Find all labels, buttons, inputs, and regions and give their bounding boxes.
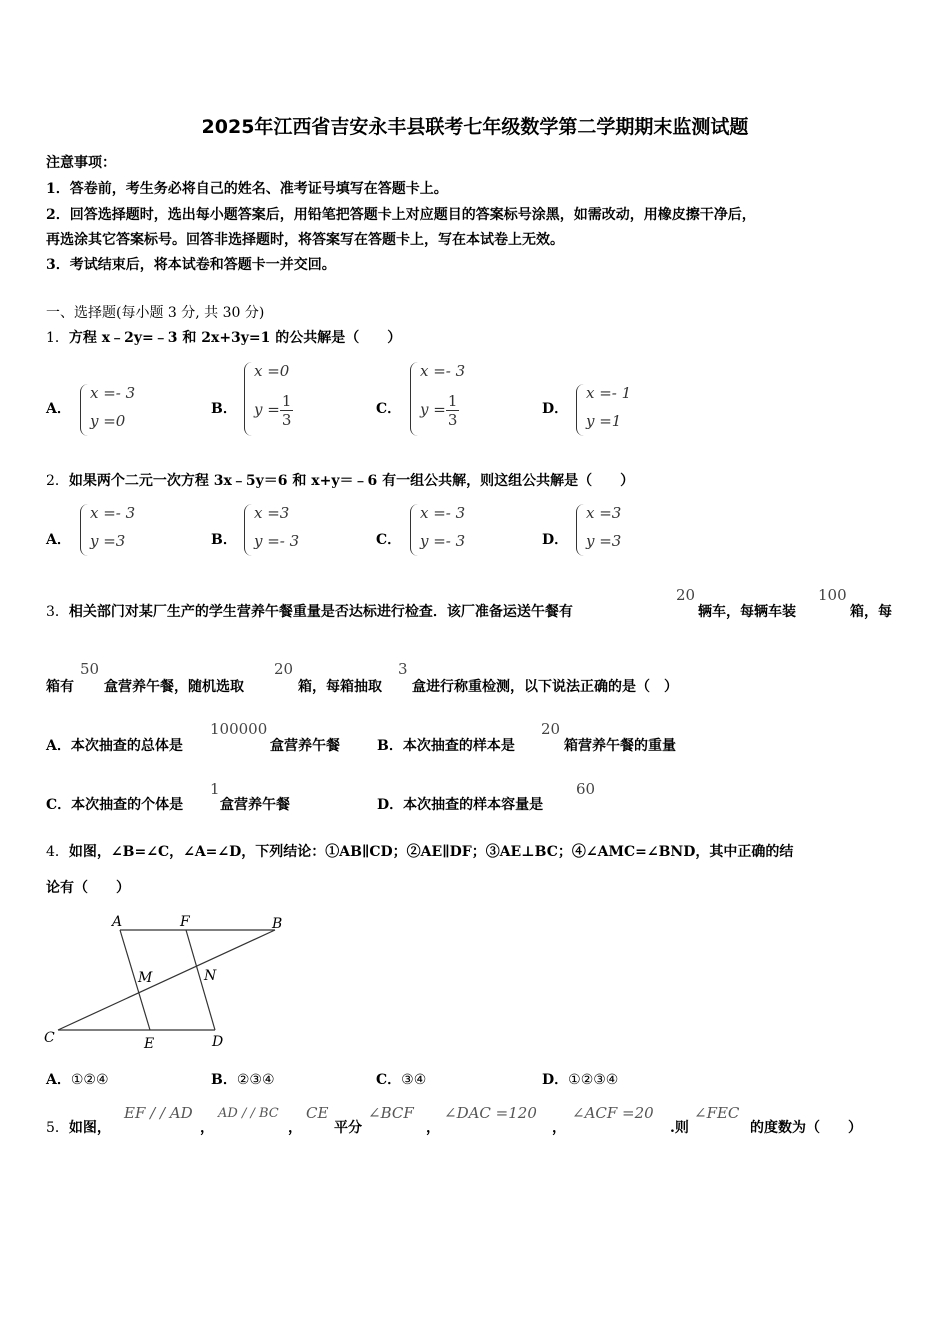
question-4: 4．如图，∠B=∠C，∠A=∠D，下列结论：①AB∥CD；②AE∥DF；③AE⊥BC；④∠AMC=∠BND，其中正确的结 xyxy=(46,844,794,860)
question-number: 1． xyxy=(46,330,69,346)
q3-number-3: 3 xyxy=(398,660,408,678)
q2-option-c-system: x =- 3 y =- 3 xyxy=(410,504,490,558)
q4-figure xyxy=(40,910,300,1055)
q3-line2-c: 箱，每箱抽取 xyxy=(298,679,382,695)
label-m: M xyxy=(138,970,153,986)
q3-option-c: C．本次抽查的个体是 xyxy=(46,797,184,813)
q2-option-b-system: x =3 y =- 3 xyxy=(244,504,324,558)
q2-option-c-label: C． xyxy=(376,532,402,548)
q1-option-c-system: x =- 3 y = $\frac{1}{3}$ xyxy=(410,362,490,438)
q2-option-d-system: x =3 y =3 xyxy=(576,504,656,558)
q5-then: .则 xyxy=(670,1120,689,1136)
notice-item-2-cont: 再选涂其它答案标号。回答非选择题时，将答案写在答题卡上，写在本试卷上无效。 xyxy=(46,232,564,248)
q1-option-c-label: C． xyxy=(376,401,402,417)
label-f: F xyxy=(180,914,190,930)
q5-math-dac: ∠DAC =120 xyxy=(444,1104,537,1122)
notice-item-3: 3．考试结束后，将本试卷和答题卡一并交回。 xyxy=(46,257,336,273)
question-stem: 方程 x﹣2y=﹣3 和 2x+3y=1 的公共解是（ ） xyxy=(68,330,402,346)
label-d: D xyxy=(212,1034,224,1050)
notice-item-2: 2．回答选择题时，选出每小题答案后，用铅笔把答题卡上对应题目的答案标号涂黑，如需改动，用橡皮擦干净后， xyxy=(46,207,756,223)
q1-option-d-label: D． xyxy=(542,401,569,417)
q1-option-a-label: A． xyxy=(46,401,71,417)
question-1 xyxy=(46,327,401,347)
q4-option-a: A．①②④ xyxy=(46,1072,109,1088)
q4-option-b: B．②③④ xyxy=(211,1072,275,1088)
line-cb xyxy=(58,930,275,1030)
q1-option-b-system: x =0 y = $\frac{1}{3}$ xyxy=(244,362,324,438)
question-2: 2．如果两个二元一次方程 3x﹣5y＝6 和 x+y＝﹣6 有一组公共解，则这组公共解是（ ） xyxy=(46,473,635,489)
q5-sep-1: ， xyxy=(200,1120,214,1136)
q3-number-20c: 20 xyxy=(541,720,561,738)
q5-math-acf: ∠ACF =20 xyxy=(572,1104,654,1122)
q5-math-ce: CE xyxy=(306,1104,329,1122)
section-heading: 一、选择题(每小题 3 分, 共 30 分) xyxy=(46,305,265,321)
q3-line2-b: 盒营养午餐，随机选取 xyxy=(104,679,244,695)
label-a: A xyxy=(112,914,123,930)
q5-sep-3: ， xyxy=(426,1120,440,1136)
q4-option-c: C．③④ xyxy=(376,1072,427,1088)
q3-option-c-tail: 盒营养午餐 xyxy=(220,797,290,813)
q3-option-a-tail: 盒营养午餐 xyxy=(270,738,340,754)
notice-item-1: 1．答卷前，考生务必将自己的姓名、准考证号填写在答题卡上。 xyxy=(46,181,448,197)
q2-option-d-label: D． xyxy=(542,532,569,548)
q3-line1-b: 辆车，每辆车装 xyxy=(698,604,796,620)
q2-option-a-system: x =- 3 y =3 xyxy=(80,504,160,558)
question-3-line-1: 3．相关部门对某厂生产的学生营养午餐重量是否达标进行检查．该厂准备运送午餐有 xyxy=(46,604,573,620)
q5-math-ef-ad: EF / / AD xyxy=(124,1104,193,1122)
q3-option-b-tail: 箱营养午餐的重量 xyxy=(564,738,676,754)
q5-tail: 的度数为（ ） xyxy=(750,1120,862,1136)
q3-option-b: B．本次抽查的样本是 xyxy=(377,738,515,754)
label-e: E xyxy=(144,1036,155,1052)
q1-option-a-system: x =- 3 y =0 xyxy=(80,384,160,438)
q3-number-100: 100 xyxy=(818,586,847,604)
q5-sep-4: ， xyxy=(552,1120,566,1136)
label-n: N xyxy=(204,968,217,984)
q5-sep-2: ， xyxy=(288,1120,302,1136)
q5-math-bcf: ∠BCF xyxy=(368,1104,414,1122)
label-c: C xyxy=(44,1030,55,1046)
q5-bisects: 平分 xyxy=(334,1120,362,1136)
notice-heading: 注意事项： xyxy=(46,155,116,171)
q3-line2-a: 箱有 xyxy=(46,679,74,695)
q2-option-a-label: A． xyxy=(46,532,71,548)
q1-option-d-system: x =- 1 y =1 xyxy=(576,384,656,438)
q3-number-20b: 20 xyxy=(274,660,294,678)
question-4-cont: 论有（ ） xyxy=(46,880,130,896)
q3-number-60: 60 xyxy=(576,780,596,798)
q3-option-d: D．本次抽查的样本容量是 xyxy=(377,797,544,813)
q3-number-1: 1 xyxy=(210,780,220,798)
q3-line2-d: 盒进行称重检测，以下说法正确的是（ ） xyxy=(412,679,678,695)
q3-line1-c: 箱，每 xyxy=(850,604,892,620)
q3-number-100000: 100000 xyxy=(210,720,268,738)
question-5: 5．如图， xyxy=(46,1120,111,1136)
q2-option-b-label: B． xyxy=(211,532,237,548)
q3-number-50: 50 xyxy=(80,660,100,678)
label-b: B xyxy=(272,916,283,932)
q3-option-a: A．本次抽查的总体是 xyxy=(46,738,183,754)
q3-number-20: 20 xyxy=(676,586,696,604)
q1-option-b-label: B． xyxy=(211,401,237,417)
q5-math-ad-bc: AD / / BC xyxy=(218,1106,279,1121)
q5-math-fec: ∠FEC xyxy=(694,1104,740,1122)
exam-title: 2025年江西省吉安永丰县联考七年级数学第二学期期末监测试题 xyxy=(201,116,749,138)
q4-option-d: D．①②③④ xyxy=(542,1072,619,1088)
